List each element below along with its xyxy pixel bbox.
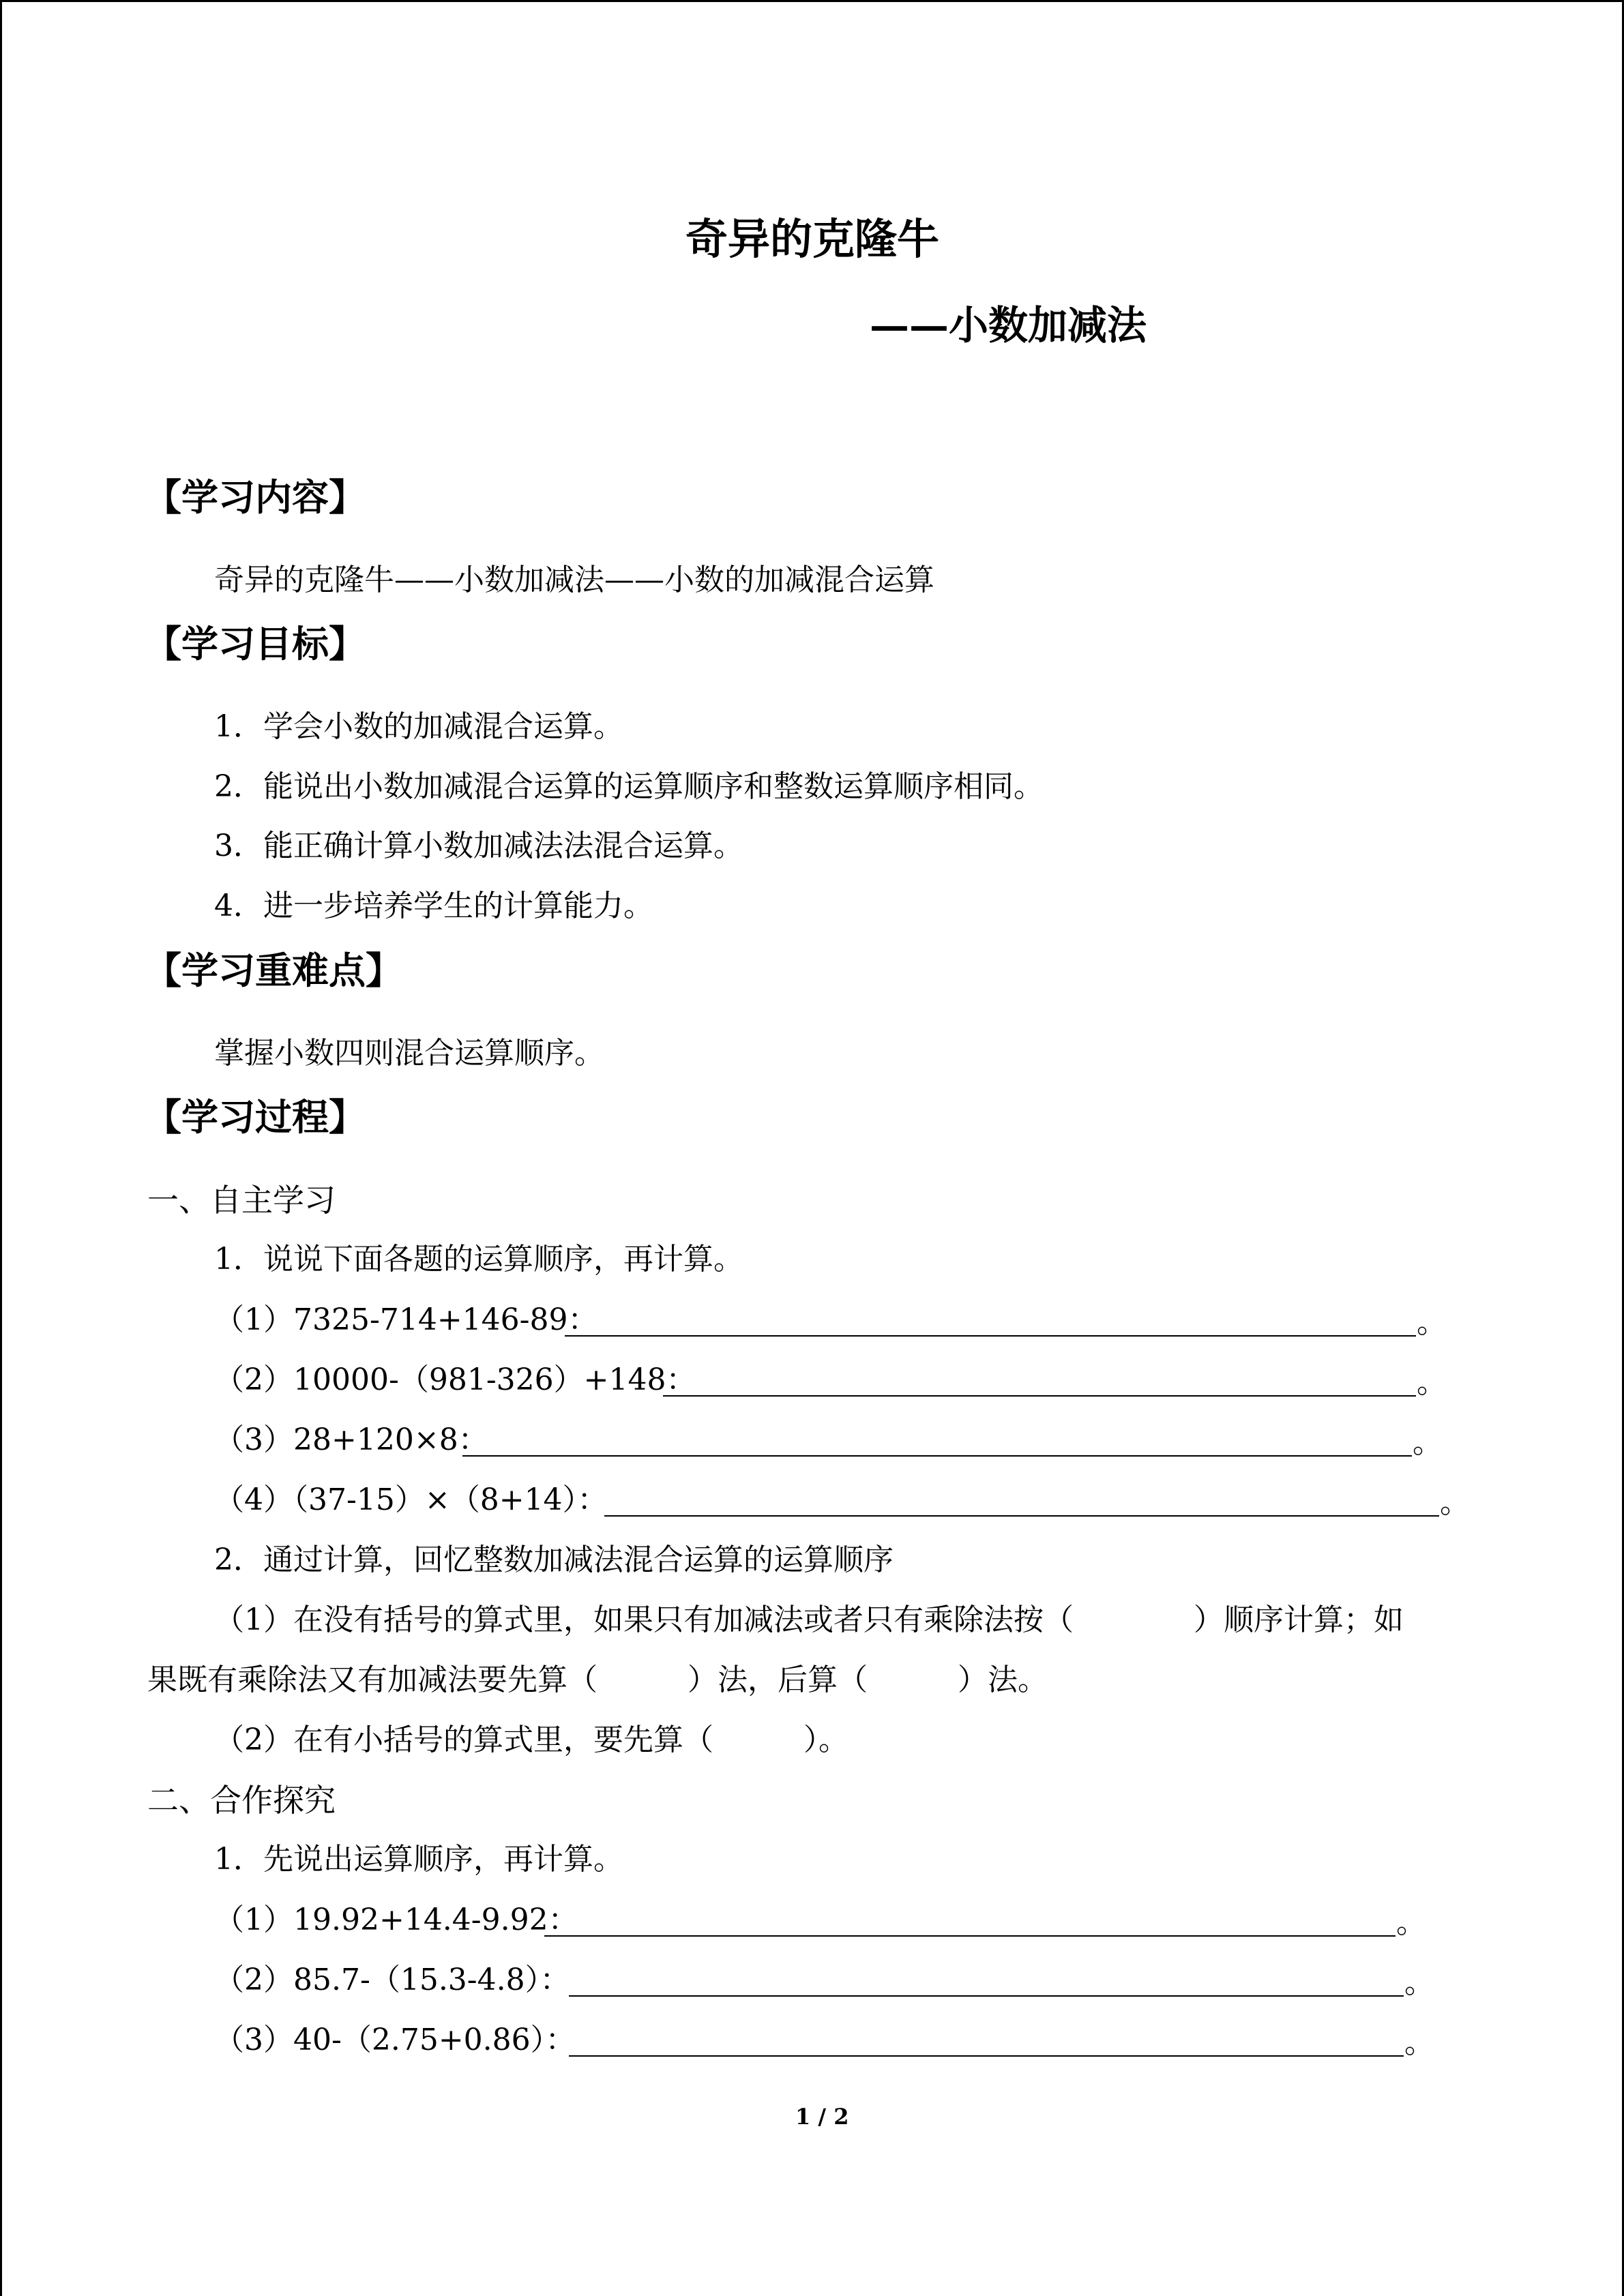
part2-q1-item-1: （1）19.92+14.4-9.92：	[214, 1903, 578, 1937]
part1-q2-line-3: （2）在有小括号的算式里，要先算（ ）。	[214, 1723, 848, 1757]
answer-line[interactable]	[565, 1335, 1416, 1337]
goal-item: 2．能说出小数加减混合运算的运算顺序和整数运算顺序相同。	[214, 769, 1044, 804]
part1-q1-item-3: （3）28+120×8：	[214, 1422, 488, 1457]
line-end-period: 。	[1413, 1425, 1443, 1460]
goal-item: 4．进一步培养学生的计算能力。	[214, 889, 653, 923]
content-text: 奇异的克隆牛——小数加减法——小数的加减混合运算	[214, 563, 934, 597]
section-heading-content: 【学习内容】	[145, 476, 366, 519]
section-heading-goals: 【学习目标】	[145, 623, 366, 666]
answer-line[interactable]	[569, 2055, 1404, 2057]
answer-line[interactable]	[462, 1455, 1412, 1457]
part1-q1-prompt: 1．说说下面各题的运算顺序，再计算。	[214, 1242, 743, 1277]
part1-q1-item-4: （4）（37-15）×（8+14）：	[214, 1482, 608, 1517]
line-end-period: 。	[1417, 1365, 1447, 1400]
part1-q2-prompt: 2．通过计算，回忆整数加减法混合运算的运算顺序	[214, 1542, 894, 1577]
section-heading-key-points: 【学习重难点】	[145, 949, 402, 992]
part2-title: 二、合作探究	[147, 1782, 336, 1819]
section-heading-process: 【学习过程】	[145, 1096, 366, 1139]
page-number: 1 / 2	[795, 2104, 849, 2130]
line-end-period: 。	[1396, 1905, 1426, 1940]
part1-q1-item-2: （2）10000-（981-326）+148：	[214, 1362, 696, 1397]
part1-q2-line-1: （1）在没有括号的算式里，如果只有加减法或者只有乘除法按（ ）顺序计算；如	[214, 1602, 1404, 1637]
answer-line[interactable]	[663, 1395, 1416, 1397]
line-end-period: 。	[1404, 1965, 1434, 2000]
answer-line[interactable]	[569, 1995, 1404, 1997]
key-points-text: 掌握小数四则混合运算顺序。	[214, 1036, 604, 1071]
part2-q1-item-3: （3）40-（2.75+0.86）：	[214, 2023, 576, 2057]
goal-item: 1．学会小数的加减混合运算。	[214, 709, 623, 744]
part1-title: 一、自主学习	[147, 1182, 336, 1219]
part1-q1-item-1: （1）7325-714+146-89：	[214, 1302, 598, 1337]
line-end-period: 。	[1417, 1305, 1447, 1340]
document-title: 奇异的克隆牛	[685, 214, 940, 264]
goal-item: 3．能正确计算小数加减法法混合运算。	[214, 829, 743, 863]
answer-line[interactable]	[604, 1515, 1439, 1517]
part2-q1-prompt: 1．先说出运算顺序，再计算。	[214, 1842, 623, 1877]
line-end-period: 。	[1404, 2025, 1434, 2060]
part1-q2-line-2: 果既有乘除法又有加减法要先算（ ）法，后算（ ）法。	[147, 1663, 1048, 1697]
answer-line[interactable]	[544, 1935, 1396, 1937]
document-subtitle: ——小数加减法	[870, 302, 1147, 348]
part2-q1-item-2: （2）85.7-（15.3-4.8）：	[214, 1963, 570, 1997]
line-end-period: 。	[1440, 1485, 1470, 1520]
